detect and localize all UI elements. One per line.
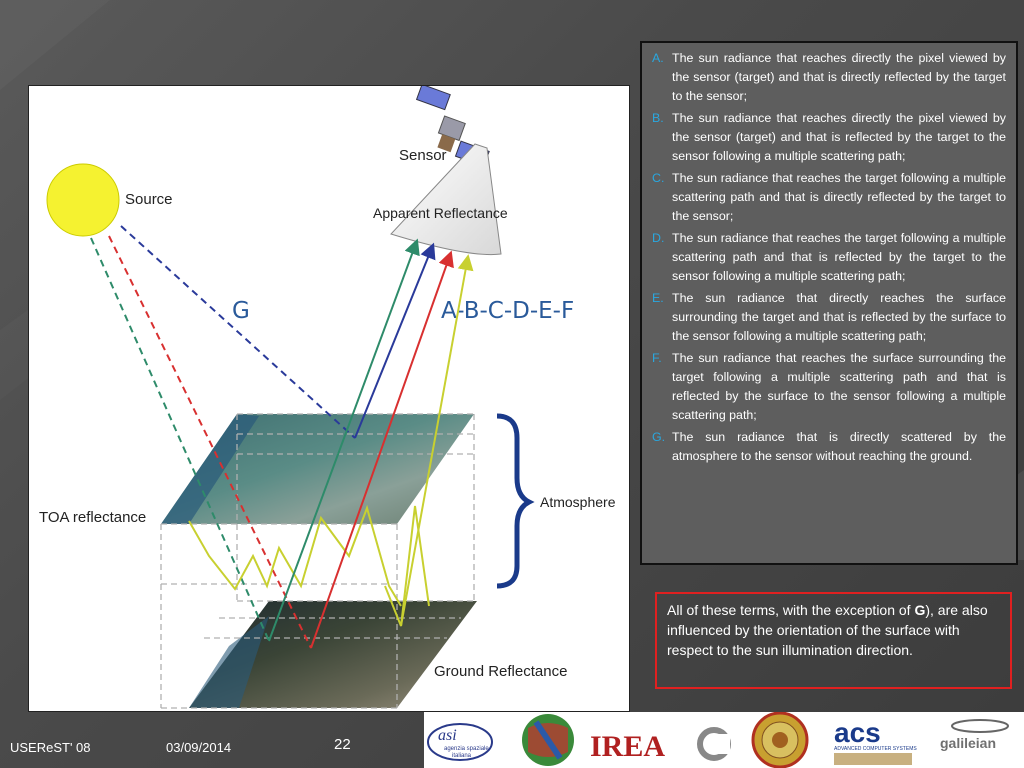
note-box bbox=[655, 592, 1012, 689]
radiance-diagram bbox=[28, 85, 630, 712]
legend-item bbox=[652, 49, 1006, 106]
svg-text:acs: acs bbox=[834, 717, 881, 748]
atmosphere-label: Atmosphere bbox=[540, 494, 616, 510]
radiance-diagram-svg bbox=[29, 86, 629, 711]
svg-text:ADVANCED COMPUTER SYSTEMS: ADVANCED COMPUTER SYSTEMS bbox=[834, 746, 917, 752]
legend-item bbox=[652, 349, 1006, 425]
legend-marker: D. bbox=[652, 231, 665, 245]
legend-item bbox=[652, 229, 1006, 286]
sensor-label: Sensor bbox=[399, 147, 447, 164]
legend-text: The sun radiance that reaches directly the pixel viewed by the sensor (target) and that is directly reflected by the target to the sensor; bbox=[672, 51, 1006, 103]
ground-reflectance-label: Ground Reflectance bbox=[434, 663, 568, 680]
logos-svg bbox=[424, 712, 1024, 768]
legend-text: The sun radiance that reaches the target following a multiple scattering path and that is reflected by the target to the sensor following a multiple scattering path; bbox=[672, 231, 1006, 283]
legend-marker: B. bbox=[652, 111, 664, 125]
g-label: G bbox=[232, 298, 250, 324]
slide-date: 03/09/2014 bbox=[166, 740, 232, 755]
legend-text: The sun radiance that reaches directly the pixel viewed by the sensor (target) and that is reflected by the target to the sensor following a multiple scattering path; bbox=[672, 111, 1006, 163]
legend-item bbox=[652, 169, 1006, 226]
globe-logo bbox=[522, 714, 574, 766]
footer bbox=[0, 712, 424, 768]
svg-text:italiana: italiana bbox=[452, 753, 472, 759]
apparent-reflectance-label: Apparent Reflectance bbox=[373, 205, 508, 221]
legend-item bbox=[652, 109, 1006, 166]
legend-text: The sun radiance that reaches the surface surrounding the target following a multiple scattering path and that is reflected by the surface to the sensor following a multiple scattering path; bbox=[672, 351, 1006, 422]
asi-logo bbox=[428, 724, 492, 760]
legend-item bbox=[652, 428, 1006, 466]
slide-number: 22 bbox=[334, 736, 351, 753]
legend-text: The sun radiance that is directly scattered by the atmosphere to the sensor without reaching the ground. bbox=[672, 430, 1006, 463]
legend-text: The sun radiance that reaches the target following a multiple scattering path and that is directly reflected by the target to the sensor; bbox=[672, 171, 1006, 223]
cnr-logo bbox=[700, 730, 730, 758]
note-text-after: ), are also influenced by the orientation of the surface with respect to the sun illumination direction. bbox=[667, 602, 988, 658]
note-bold-g: G bbox=[914, 602, 926, 618]
sponsor-logos bbox=[424, 712, 1024, 768]
svg-text:galileian: galileian bbox=[940, 735, 997, 751]
irea-logo: IREA bbox=[590, 730, 666, 763]
legend-marker: A. bbox=[652, 51, 664, 65]
svg-text:asi: asi bbox=[438, 727, 457, 744]
legend-marker: F. bbox=[652, 351, 662, 365]
abcdef-label: A-B-C-D-E-F bbox=[441, 298, 575, 324]
legend-item bbox=[652, 289, 1006, 346]
legend-marker: E. bbox=[652, 291, 664, 305]
acs-logo bbox=[834, 717, 917, 765]
atmosphere-brace-icon bbox=[497, 416, 529, 586]
note-text-before: All of these terms, with the exception of bbox=[667, 602, 915, 618]
path-blue-incoming bbox=[121, 226, 355, 438]
svg-text:agenzia spaziale: agenzia spaziale bbox=[444, 746, 489, 752]
galileian-logo bbox=[940, 720, 1008, 751]
university-seal-logo bbox=[753, 713, 807, 767]
conference-name: USEReST' 08 bbox=[10, 740, 91, 755]
toa-reflectance-label: TOA reflectance bbox=[39, 509, 147, 526]
legend-list bbox=[652, 49, 1006, 466]
legend-marker: C. bbox=[652, 171, 665, 185]
legend-text: The sun radiance that directly reaches the surface surrounding the target and that is reflected by the surface to the sensor following a multiple scattering path; bbox=[672, 291, 1006, 343]
legend-panel bbox=[640, 41, 1018, 565]
source-label: Source bbox=[125, 191, 173, 208]
sun-icon bbox=[47, 164, 119, 236]
legend-marker: G. bbox=[652, 430, 666, 444]
